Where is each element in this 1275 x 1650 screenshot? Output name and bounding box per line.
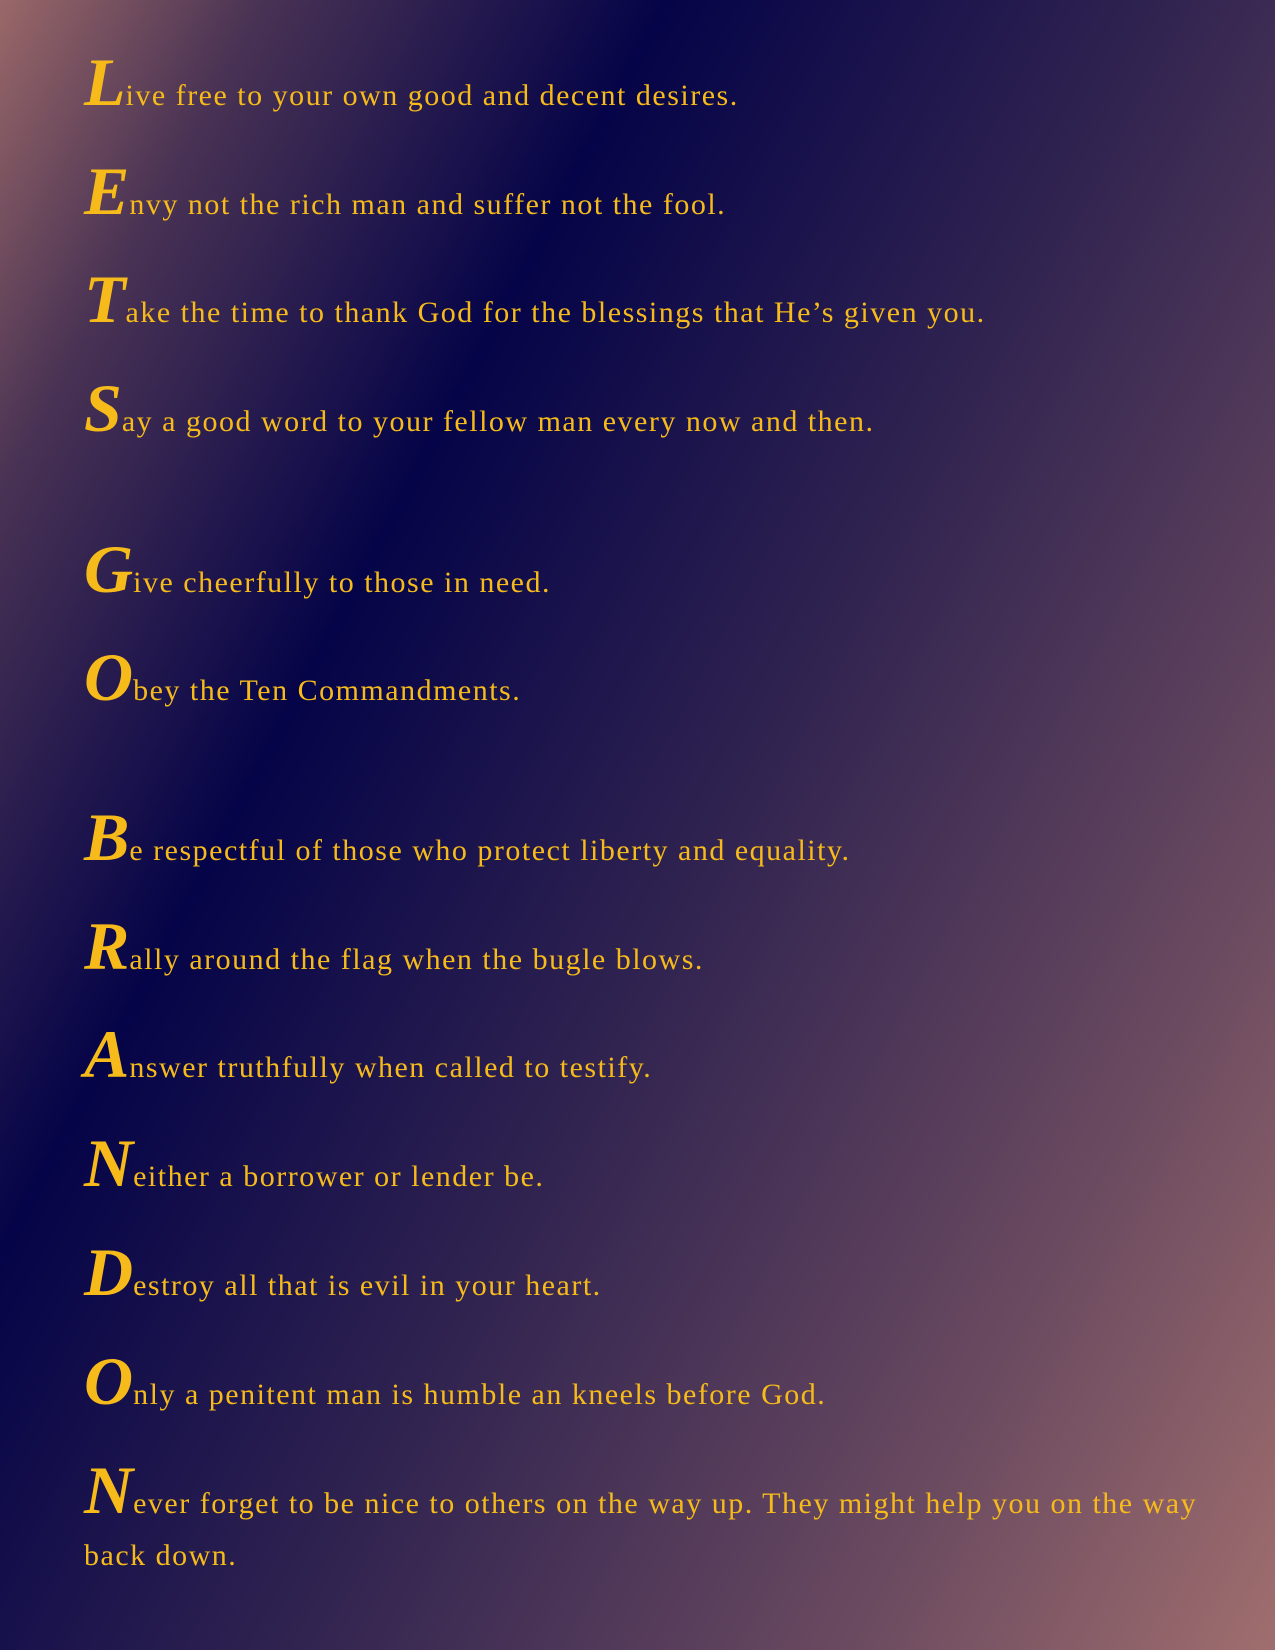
initial-letter: D	[84, 1234, 134, 1310]
line-text: ay a good word to your fellow man every now and then.	[121, 405, 875, 438]
acrostic-line	[84, 1016, 1204, 1094]
line-text: either a borrower or lender be.	[133, 1160, 545, 1193]
initial-letter: L	[84, 44, 126, 120]
initial-letter: O	[84, 1343, 134, 1419]
line-text: nvy not the rich man and suffer not the fool.	[129, 188, 727, 221]
line-text: ive cheerfully to those in need.	[133, 566, 551, 599]
acrostic-line	[84, 1125, 1204, 1203]
initial-letter: A	[84, 1016, 130, 1092]
line-text: estroy all that is evil in your heart.	[133, 1269, 602, 1302]
acrostic-line	[84, 370, 1204, 448]
initial-letter: T	[84, 261, 126, 337]
line-text: ive free to your own good and decent desires.	[125, 79, 739, 112]
acrostic-line	[84, 908, 1204, 986]
acrostic-line	[84, 261, 1204, 339]
initial-letter: N	[84, 1452, 134, 1528]
line-text: bey the Ten Commandments.	[133, 674, 522, 707]
acrostic-line	[84, 44, 1204, 122]
acrostic-line	[84, 1343, 1204, 1421]
initial-letter: R	[84, 908, 130, 984]
initial-letter: B	[84, 799, 130, 875]
acrostic-line	[84, 639, 1204, 717]
initial-letter: S	[84, 370, 122, 446]
line-text: ever forget to be nice to others on the way up. They might help you on the way back down.	[84, 1487, 1198, 1572]
initial-letter: E	[84, 153, 130, 229]
initial-letter: N	[84, 1125, 134, 1201]
line-text: nly a penitent man is humble an kneels before God.	[133, 1378, 827, 1411]
initial-letter: O	[84, 639, 134, 715]
line-text: e respectful of those who protect liberty and equality.	[129, 834, 851, 867]
acrostic-line	[84, 531, 1204, 609]
acrostic-line	[84, 799, 1204, 877]
line-text: ake the time to thank God for the blessings that He’s given you.	[125, 296, 986, 329]
initial-letter: G	[84, 531, 134, 607]
acrostic-line	[84, 153, 1204, 231]
line-text: ally around the flag when the bugle blows.	[129, 943, 704, 976]
acrostic-line	[84, 1234, 1204, 1312]
line-text: nswer truthfully when called to testify.	[129, 1051, 653, 1084]
acrostic-line	[84, 1452, 1204, 1582]
